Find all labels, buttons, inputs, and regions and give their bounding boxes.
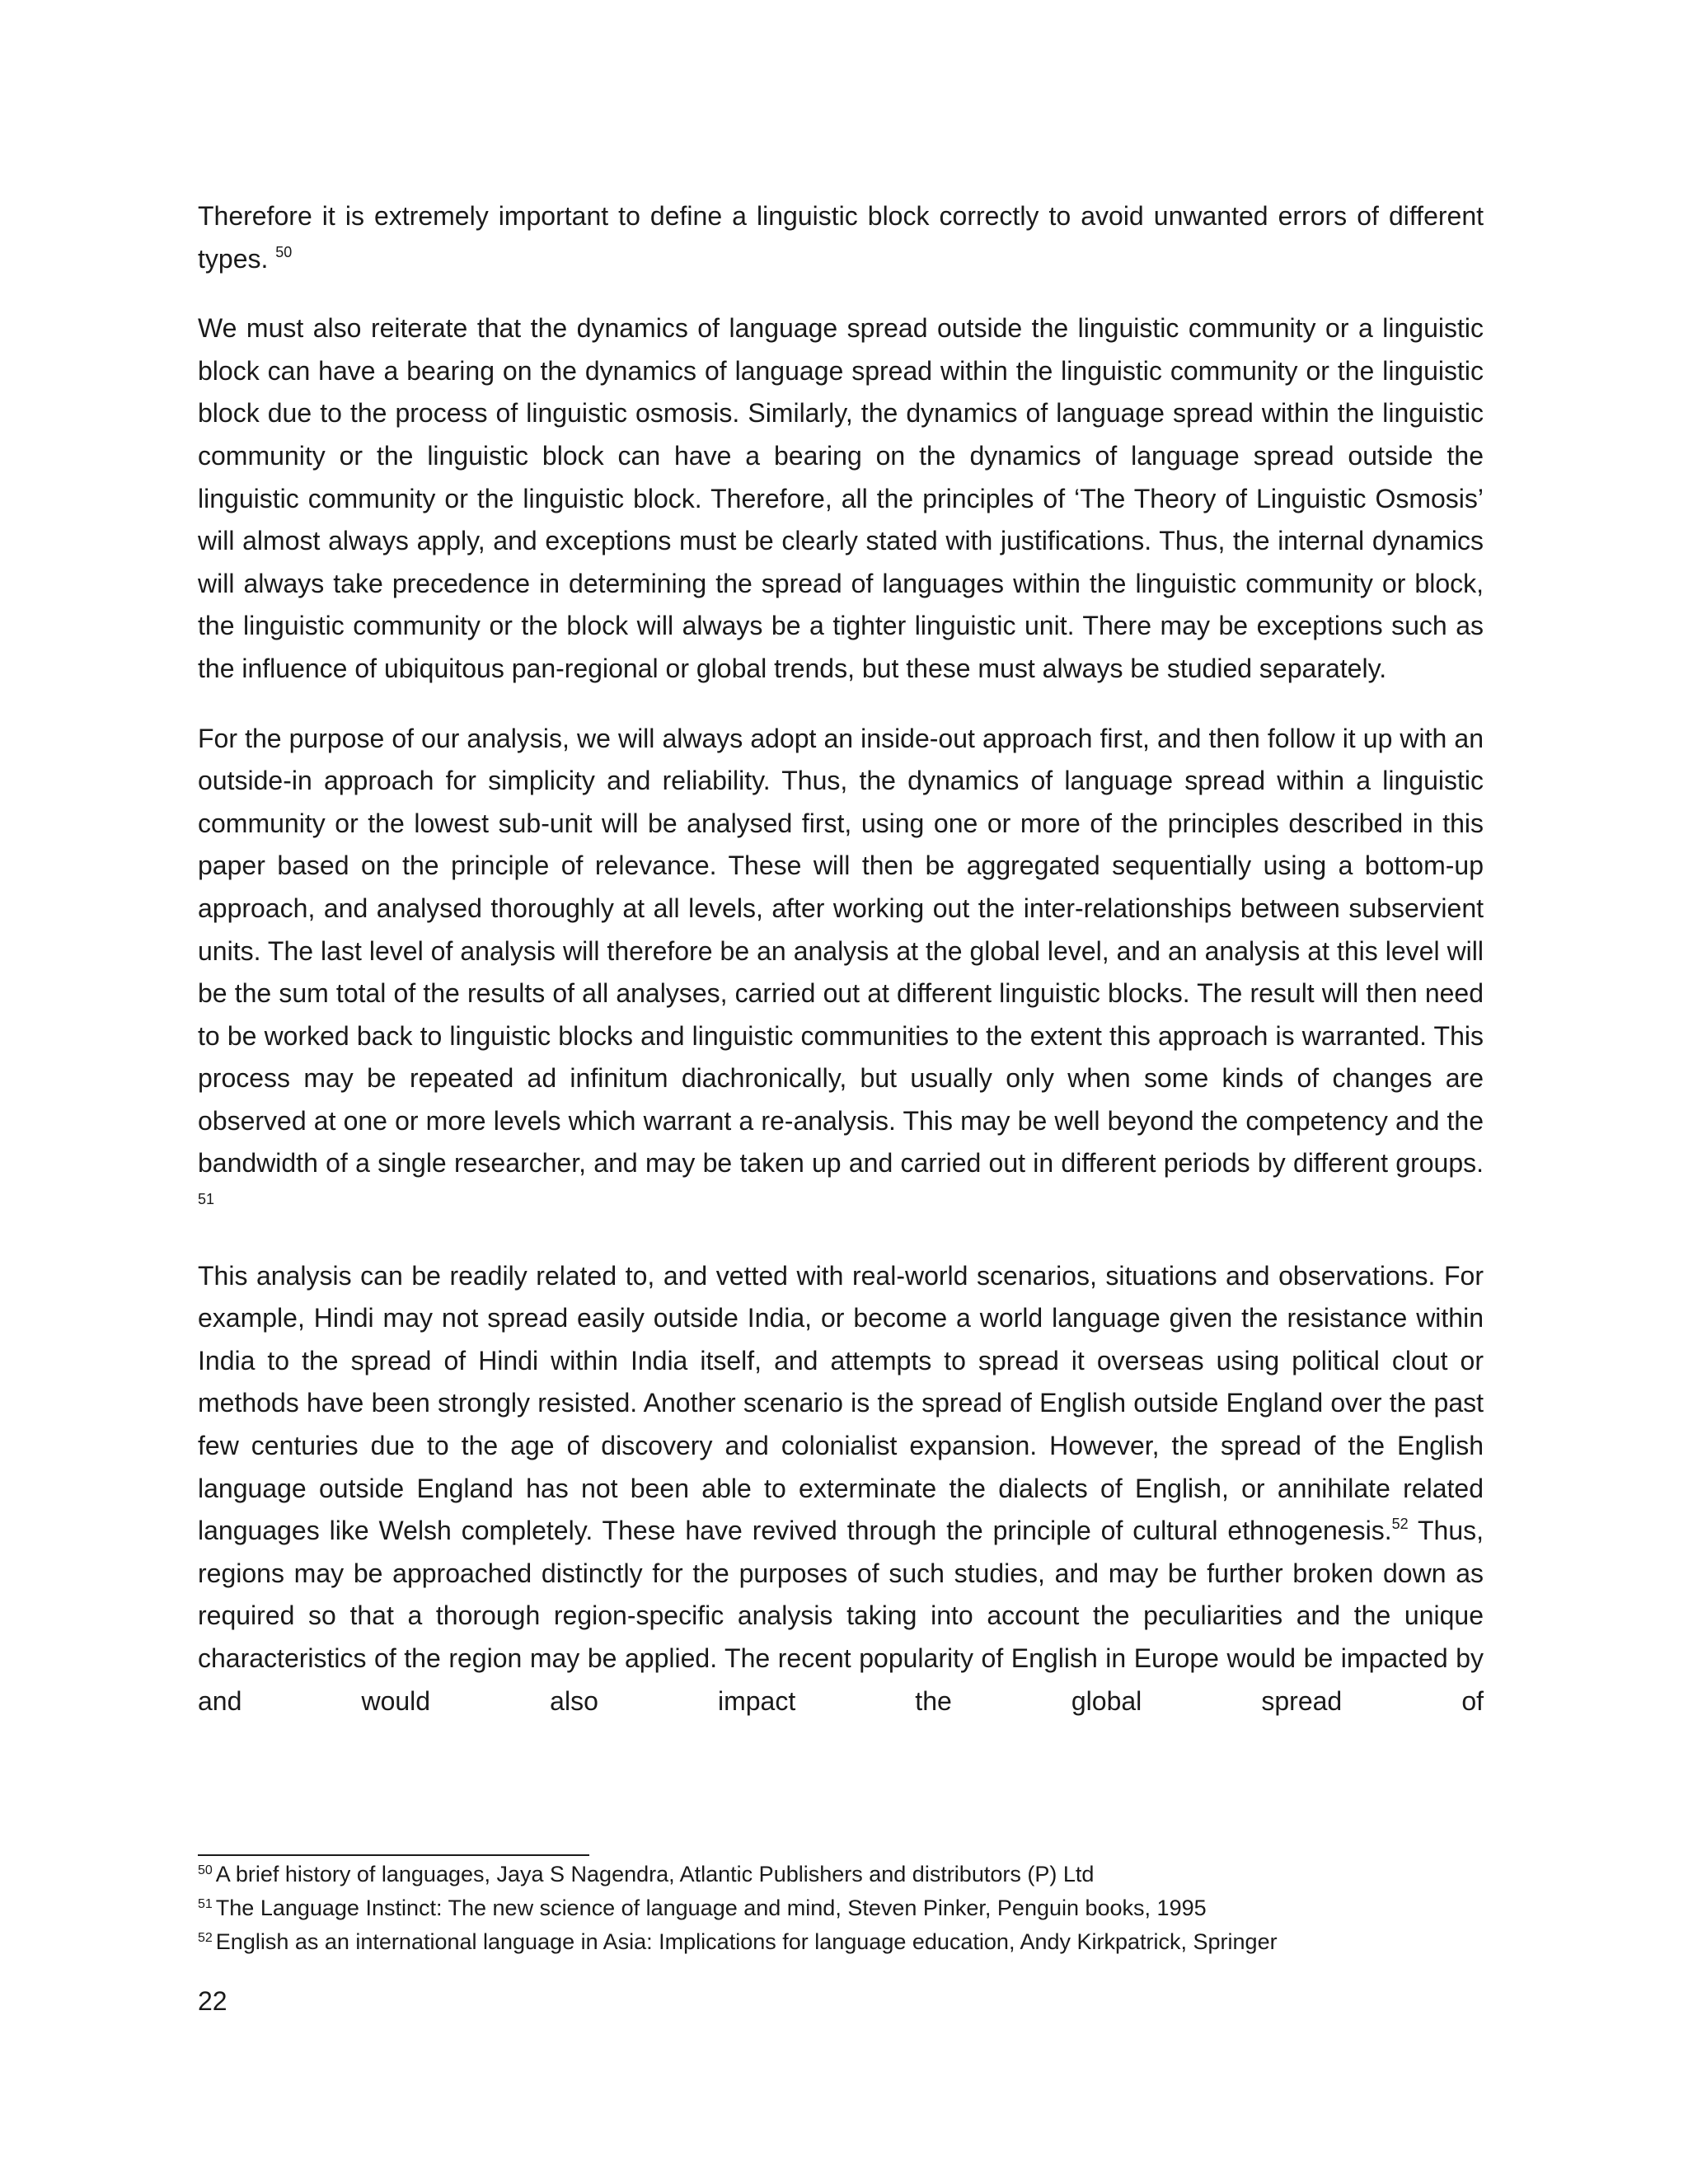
footnotes <box>198 1854 1484 1959</box>
footnote-text: A brief history of languages, Jaya S Nagendra, Atlantic Publishers and distributors (P) Ltd <box>215 1862 1095 1886</box>
footnote-number: 52 <box>198 1931 213 1945</box>
paragraph-4 <box>198 1255 1484 1723</box>
footnote-number: 51 <box>198 1897 213 1911</box>
footnote-text: English as an international language in Asia: Implications for language education, Andy Kirkpatrick, Springer <box>215 1929 1278 1954</box>
paragraph-2 <box>198 307 1484 690</box>
footnote <box>198 1925 1484 1959</box>
main-text <box>198 195 1484 1750</box>
paragraph-1 <box>198 195 1484 280</box>
footnote-reference: 50 <box>275 243 293 260</box>
footnote <box>198 1858 1484 1891</box>
paragraph-text: Therefore it is extremely important to define a linguistic block correctly to avoid unwanted errors of different types. <box>198 201 1484 274</box>
paragraph-text: For the purpose of our analysis, we will always adopt an inside-out approach first, and then follow it up with an outside-in approach for simplicity and reliability. Thus, the dynamics of language spread within a linguistic community or the lowest sub-unit will be analysed first, using one or more of the principles described in this paper based on the principle of relevance. These will then be aggregated sequentially using a bottom-up approach, and analysed thoroughly at all levels, after working out the inter-relationships between subservient units. The last level of analysis will therefore be an analysis at the global level, and an analysis at this level will be the sum total of the results of all analyses, carried out at different linguistic blocks. The result will then need to be worked back to linguistic blocks and linguistic communities to the extent this approach is warranted. This process may be repeated ad infinitum diachronically, but usually only when some kinds of changes are observed at one or more levels which warrant a re-analysis. This may be well beyond the competency and the bandwidth of a single researcher, and may be taken up and carried out in different periods by different groups. <box>198 723 1484 1179</box>
footnote-reference: 51 <box>198 1191 215 1208</box>
footnote <box>198 1891 1484 1925</box>
paragraph-3 <box>198 718 1484 1228</box>
footnote-reference: 52 <box>1391 1516 1409 1533</box>
footnote-text: The Language Instinct: The new science of language and mind, Steven Pinker, Penguin books, 1995 <box>215 1896 1207 1920</box>
paragraph-text: We must also reiterate that the dynamics of language spread outside the linguistic community or a linguistic block can have a bearing on the dynamics of language spread within the linguistic community or the linguistic block due to the process of linguistic osmosis. Similarly, the dynamics of language spread within the linguistic community or the linguistic block can have a bearing on the dynamics of language spread outside the linguistic community or the linguistic block. Therefore, all the principles of ‘The Theory of Linguistic Osmosis’ will almost always apply, and exceptions must be clearly stated with justifications. Thus, the internal dynamics will always take precedence in determining the spread of languages within the linguistic community or block, the linguistic community or the block will always be a tighter linguistic unit. There may be exceptions such as the influence of ubiquitous pan-regional or global trends, but these must always be studied separately. <box>198 313 1484 683</box>
paragraph-text: Thus, regions may be approached distinctly for the purposes of such studies, and may be further broken down as required so that a thorough region-specific analysis taking into account the peculiarities and the unique characteristics of the region may be applied. The recent popularity of English in Europe would be impacted by and would also impact the global spread of <box>198 1516 1484 1716</box>
paragraph-text: This analysis can be readily related to, and vetted with real-world scenarios, situations and observations. For example, Hindi may not spread easily outside India, or become a world language given the resistance within India to the spread of Hindi within India itself, and attempts to spread it overseas using political clout or methods have been strongly resisted. Another scenario is the spread of English outside England over the past few centuries due to the age of discovery and colonialist expansion. However, the spread of the English language outside England has not been able to exterminate the dialects of English, or annihilate related languages like Welsh completely. These have revived through the principle of cultural ethnogenesis. <box>198 1260 1484 1546</box>
footnote-number: 50 <box>198 1863 213 1877</box>
page-number: 22 <box>198 1986 227 2016</box>
